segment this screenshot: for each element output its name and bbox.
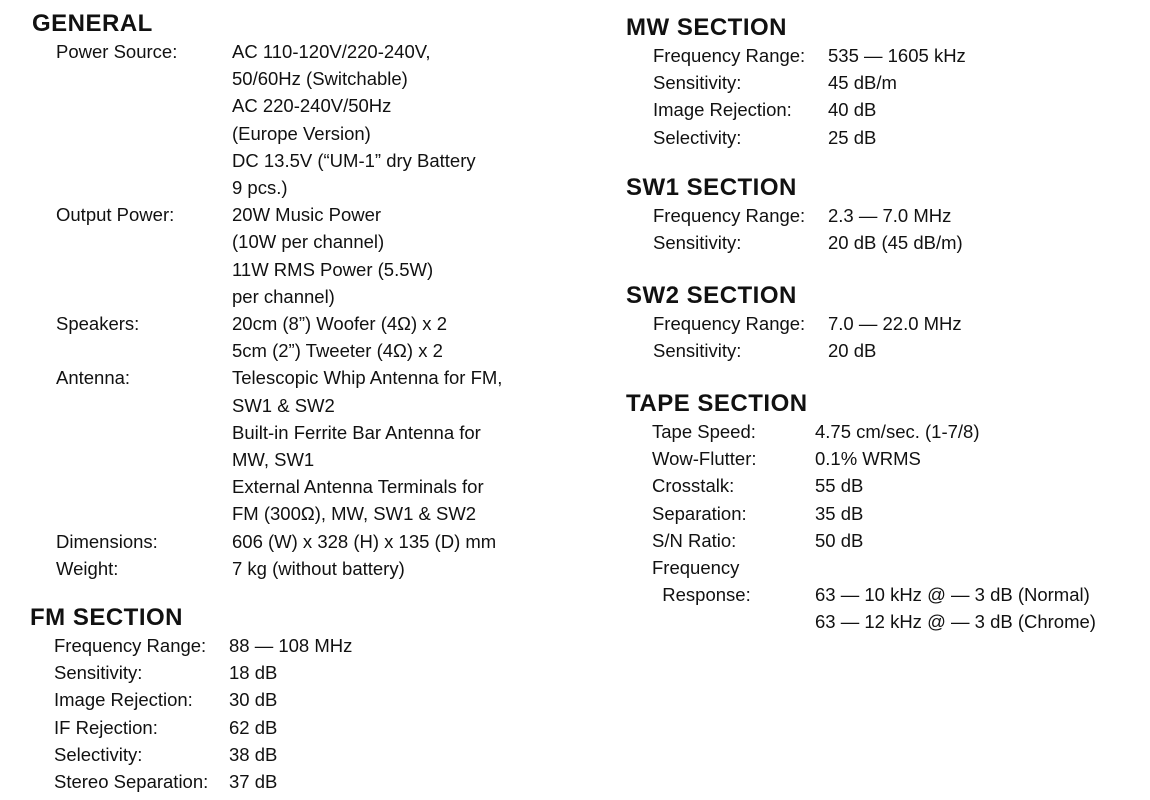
spec-label: Crosstalk:: [652, 475, 735, 497]
spec-value: 0.1% WRMS: [815, 448, 921, 470]
spec-value: 11W RMS Power (5.5W): [232, 258, 434, 280]
spec-value: 88 — 108 MHz: [229, 635, 353, 656]
spec-label: Frequency Range:: [54, 635, 207, 656]
spec-value: 50/60Hz (Switchable): [232, 68, 408, 90]
spec-row: [653, 124, 966, 151]
tape-heading: TAPE SECTION: [626, 390, 808, 417]
spec-value: (Europe Version): [232, 122, 371, 144]
fm-heading: FM SECTION: [30, 604, 183, 631]
spec-values: [232, 310, 447, 364]
general-heading: GENERAL: [32, 10, 153, 37]
spec-row: [652, 500, 1096, 527]
spec-value: 18 dB: [229, 662, 278, 684]
tape-section: [626, 390, 1096, 636]
spec-label: Sensitivity:: [653, 232, 742, 254]
spec-value: per channel): [232, 285, 335, 307]
spec-label: Response:: [652, 584, 751, 606]
spec-row: [56, 38, 502, 201]
spec-label: Sensitivity:: [653, 340, 742, 362]
spec-values: [232, 528, 496, 555]
spec-value: 20 dB: [828, 340, 877, 362]
spec-value: 9 pcs.): [232, 177, 288, 199]
spec-row: [652, 554, 1096, 581]
spec-value: 7 kg (without battery): [232, 557, 405, 579]
spec-values: [232, 555, 405, 582]
spec-row: [54, 714, 352, 741]
spec-label: Selectivity:: [653, 126, 742, 148]
spec-value: 50 dB: [815, 529, 864, 551]
spec-values: [828, 124, 876, 151]
spec-values: [828, 229, 963, 256]
spec-row: [653, 337, 962, 364]
spec-value: (10W per channel): [232, 231, 385, 253]
spec-label: Output Power:: [56, 204, 175, 226]
sw2-rows: [653, 310, 962, 364]
spec-row: [653, 229, 963, 256]
spec-label: Speakers:: [56, 313, 140, 335]
spec-values: [828, 69, 897, 96]
spec-value: 45 dB/m: [828, 72, 897, 94]
spec-value: Built-in Ferrite Bar Antenna for: [232, 421, 481, 443]
spec-value: 35 dB: [815, 502, 864, 524]
spec-row: [54, 741, 352, 768]
spec-values: [815, 581, 1096, 635]
spec-value: 38 dB: [229, 743, 278, 765]
spec-value: 55 dB: [815, 475, 864, 497]
spec-values: [229, 741, 277, 768]
spec-label: Wow-Flutter:: [652, 448, 757, 470]
sw2-heading: SW2 SECTION: [626, 282, 797, 309]
general-rows: [56, 38, 502, 582]
sw1-rows: [653, 202, 963, 256]
spec-row: [56, 528, 502, 555]
mw-rows: [653, 42, 966, 151]
spec-values: [229, 686, 277, 713]
spec-values: [232, 201, 433, 310]
spec-row: [652, 418, 1096, 445]
spec-value: FM (300Ω), MW, SW1 & SW2: [232, 503, 477, 525]
tape-rows: [652, 418, 1096, 636]
spec-values: [232, 364, 502, 527]
spec-value: 5cm (2”) Tweeter (4Ω) x 2: [232, 340, 443, 362]
spec-row: [653, 96, 966, 123]
mw-section: [626, 14, 966, 151]
spec-values: [229, 659, 277, 686]
fm-rows: [54, 632, 352, 795]
spec-row: [54, 768, 352, 795]
spec-row: [56, 555, 502, 582]
spec-label: Antenna:: [56, 367, 131, 389]
spec-row: [56, 201, 502, 310]
spec-label: Image Rejection:: [54, 689, 193, 711]
spec-values: [229, 714, 277, 741]
spec-row: [652, 527, 1096, 554]
spec-row: [54, 659, 352, 686]
spec-label: Dimensions:: [56, 530, 158, 552]
sw1-heading: SW1 SECTION: [626, 174, 797, 201]
spec-values: [828, 42, 966, 69]
spec-row: [54, 686, 352, 713]
spec-values: [815, 527, 863, 554]
spec-row: [54, 632, 352, 659]
spec-value: MW, SW1: [232, 449, 315, 471]
spec-label: Frequency: [652, 557, 740, 579]
sw1-section: [626, 174, 963, 256]
spec-label: Selectivity:: [54, 743, 143, 765]
spec-value: 40 dB: [828, 99, 877, 121]
spec-row: [56, 310, 502, 364]
spec-value: 20W Music Power: [232, 204, 382, 226]
spec-value: AC 220-240V/50Hz: [232, 95, 392, 117]
spec-label: Sensitivity:: [653, 72, 742, 94]
spec-label: Image Rejection:: [653, 99, 792, 121]
spec-value: 20cm (8”) Woofer (4Ω) x 2: [232, 313, 447, 335]
spec-label: Frequency Range:: [653, 45, 806, 66]
spec-values: [229, 632, 352, 659]
spec-label: Frequency Range:: [653, 205, 806, 226]
spec-value: 37 dB: [229, 771, 278, 793]
spec-row: [56, 364, 502, 527]
spec-values: [815, 500, 863, 527]
spec-row: [653, 310, 962, 337]
spec-values: [232, 38, 476, 201]
spec-value: 7.0 — 22.0 MHz: [828, 313, 962, 334]
spec-value: 63 — 12 kHz @ — 3 dB (Chrome): [815, 611, 1096, 633]
spec-label: Tape Speed:: [652, 421, 756, 442]
spec-values: [828, 310, 962, 337]
spec-row: [652, 445, 1096, 472]
spec-label: S/N Ratio:: [652, 529, 737, 551]
spec-value: 535 — 1605 kHz: [828, 45, 966, 66]
spec-value: 606 (W) x 328 (H) x 135 (D) mm: [232, 530, 497, 552]
spec-row: [652, 581, 1096, 635]
spec-values: [828, 202, 951, 229]
spec-value: 4.75 cm/sec. (1-7/8): [815, 421, 980, 442]
spec-row: [653, 69, 966, 96]
spec-value: 30 dB: [229, 689, 278, 711]
spec-row: [653, 42, 966, 69]
spec-label: Separation:: [652, 502, 747, 524]
spec-value: DC 13.5V (“UM-1” dry Battery: [232, 149, 476, 171]
spec-values: [828, 337, 876, 364]
spec-value: 62 dB: [229, 716, 278, 738]
spec-row: [653, 202, 963, 229]
spec-values: [828, 96, 876, 123]
spec-value: SW1 & SW2: [232, 394, 335, 416]
spec-values: [815, 472, 863, 499]
spec-label: Sensitivity:: [54, 662, 143, 684]
spec-value: Telescopic Whip Antenna for FM,: [232, 367, 503, 389]
spec-label: Power Source:: [56, 41, 178, 62]
fm-section: [30, 604, 352, 795]
spec-values: [815, 418, 980, 445]
general-section: [32, 10, 502, 582]
sw2-section: [626, 282, 962, 364]
mw-heading: MW SECTION: [626, 14, 787, 41]
spec-label: IF Rejection:: [54, 716, 158, 738]
spec-value: 20 dB (45 dB/m): [828, 232, 963, 254]
spec-value: External Antenna Terminals for: [232, 476, 484, 498]
spec-row: [652, 472, 1096, 499]
spec-label: Stereo Separation:: [54, 771, 209, 793]
spec-value: 2.3 — 7.0 MHz: [828, 205, 952, 226]
spec-value: 25 dB: [828, 126, 877, 148]
spec-value: 63 — 10 kHz @ — 3 dB (Normal): [815, 584, 1090, 606]
spec-values: [229, 768, 277, 795]
spec-values: [815, 445, 921, 472]
spec-label: Frequency Range:: [653, 313, 806, 334]
spec-label: Weight:: [56, 557, 119, 579]
spec-value: AC 110-120V/220-240V,: [232, 41, 431, 62]
